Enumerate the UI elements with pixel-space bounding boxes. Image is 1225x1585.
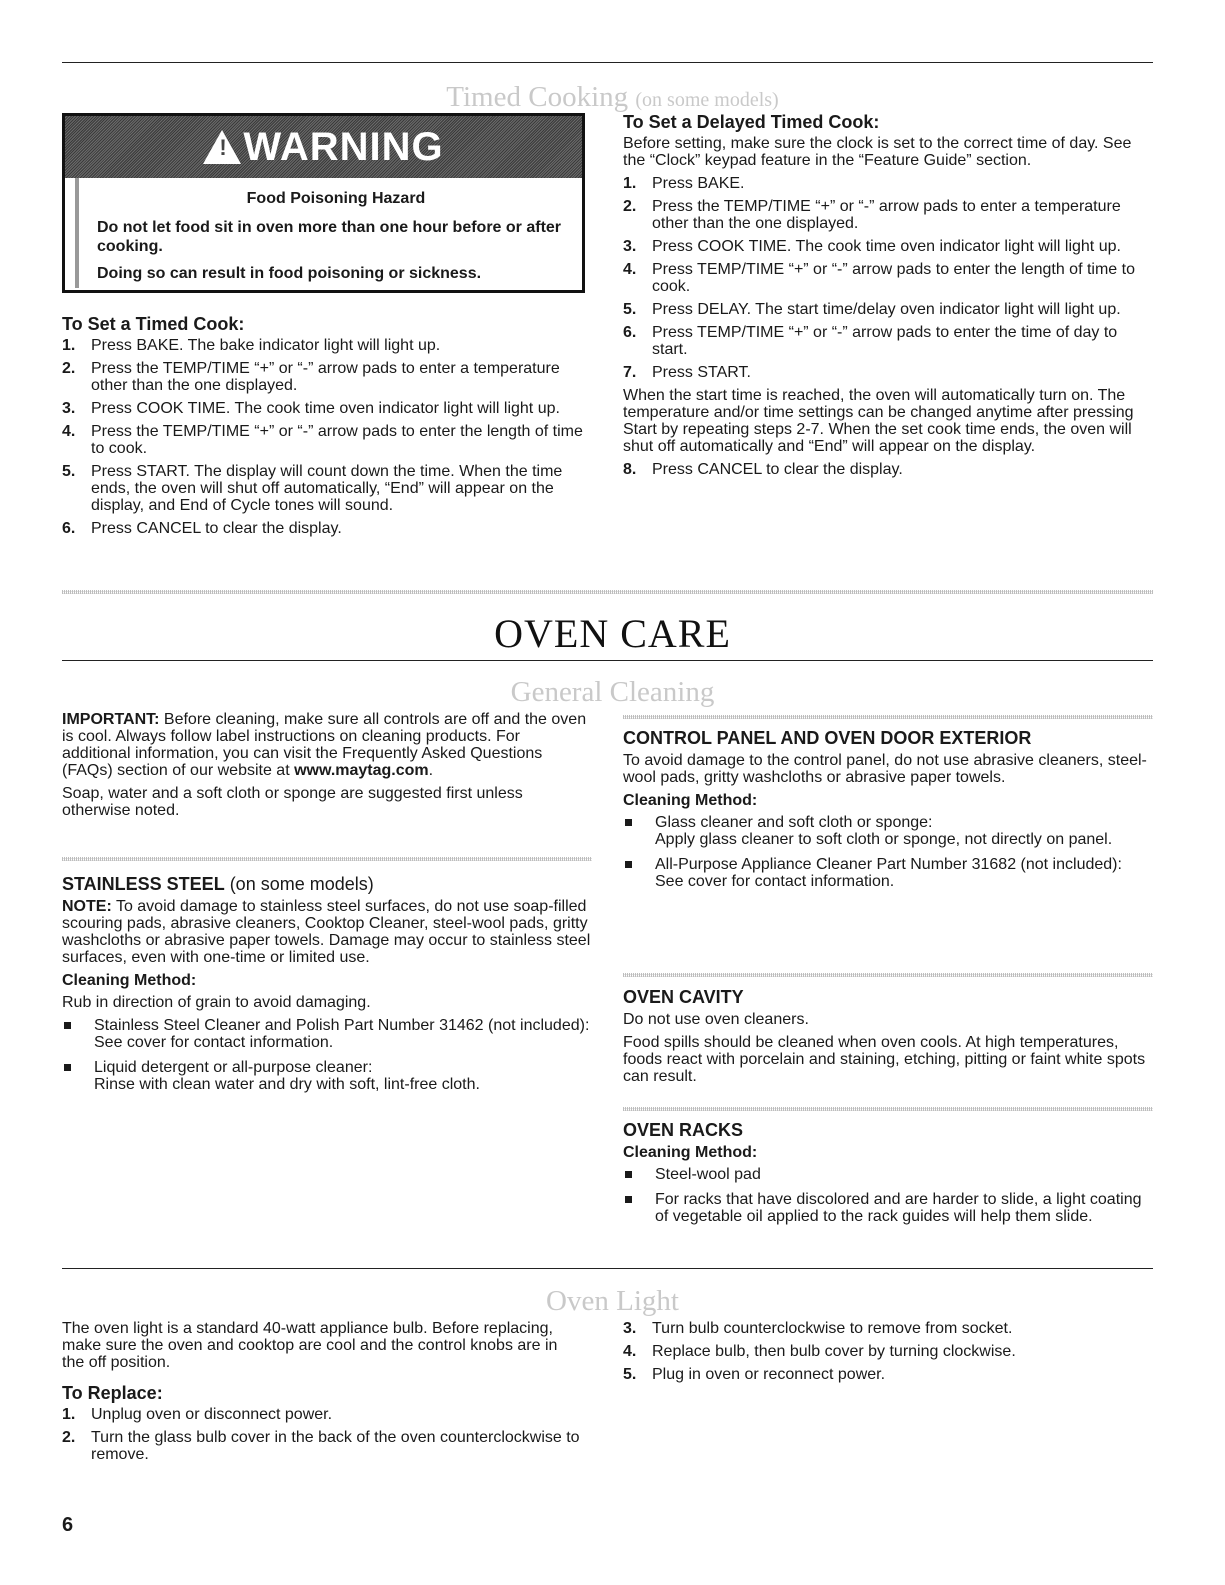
delayed-cook-section [623, 114, 1153, 484]
warning-header [65, 116, 582, 178]
list-item: All-Purpose Appliance Cleaner Part Number 31682 (not included): See cover for contact information. [623, 856, 1153, 890]
control-panel-divider [623, 715, 1153, 719]
warning-line-2: Doing so can result in food poisoning or sickness. [97, 265, 482, 282]
delayed-cook-heading: To Set a Delayed Timed Cook: [623, 112, 880, 132]
delayed-cook-step-8 [623, 461, 1153, 478]
control-panel-bullets [623, 814, 1153, 890]
oven-light-title: Oven Light [546, 1285, 679, 1317]
oven-cavity-section [623, 989, 1153, 1091]
bullet-square-icon [64, 1022, 71, 1029]
top-rule [62, 62, 1153, 63]
oven-light-right [623, 1320, 1153, 1389]
general-cleaning-title: General Cleaning [510, 676, 715, 708]
warning-line-1: Do not let food sit in oven more than one hour before or after cooking. [97, 219, 562, 255]
to-replace-heading: To Replace: [62, 1383, 163, 1403]
important-paragraph: IMPORTANT: Before cleaning, make sure all controls are off and the oven is cool. Always follow label instructions on cleaning products. For additional information, you can visit the Frequently Asked Questions (FAQs) section of our website at www.maytag.com. [62, 711, 587, 779]
oven-cavity-divider [623, 973, 1153, 977]
list-item: 5. Press DELAY. The start time/delay oven indicator light will light up. [623, 301, 1121, 318]
list-item: 4. Press TEMP/TIME “+” or “-” arrow pads to enter the length of time to cook. [623, 261, 1135, 295]
oven-light-steps-left [62, 1406, 582, 1463]
timed-cook-steps [62, 337, 592, 537]
control-panel-method-label: Cleaning Method: [623, 792, 758, 809]
bullet-square-icon [64, 1064, 71, 1071]
list-item: 6. Press TEMP/TIME “+” or “-” arrow pads to enter the time of day to start. [623, 324, 1118, 358]
page-number: 6 [62, 1514, 74, 1536]
bullet-square-icon [625, 819, 632, 826]
delayed-cook-note: When the start time is reached, the oven will automatically turn on. The temperature and/or time settings can be changed anytime after pressing Start by repeating steps 2-7. When the set cook time ends, the oven will shut off automatically and “End” will appear on the display. [623, 387, 1134, 455]
stainless-note: NOTE: To avoid damage to stainless steel surfaces, do not use soap-filled scouring pads, abrasive cleaners, Cooktop Cleaner, steel-wool pads, gritty washcloths or abrasive paper towels. Damage may occur to stainless steel surfaces, even with one-time or limited use. [62, 898, 591, 966]
list-item: 2. Turn the glass bulb cover in the back of the oven counterclockwise to remove. [62, 1429, 580, 1463]
timed-cooking-title-text: Timed Cooking [446, 81, 629, 113]
oven-care-title: OVEN CARE [494, 611, 731, 656]
timed-cooking-title [0, 82, 1225, 115]
general-cleaning-left [62, 711, 592, 825]
list-item: 1. Press BAKE. The bake indicator light will light up. [62, 337, 441, 354]
list-item: 4. Press the TEMP/TIME “+” or “-” arrow pads to enter the length of time to cook. [62, 423, 583, 457]
timed-cook-section [62, 316, 592, 543]
oven-light-steps-right [623, 1320, 1153, 1383]
list-item: 5. Press START. The display will count down the time. When the time ends, the oven will shut off automatically, “End” will appear on the display, and End of Cycle tones will sound. [62, 463, 563, 514]
list-item: 3. Turn bulb counterclockwise to remove from socket. [623, 1320, 1013, 1337]
timed-cook-heading: To Set a Timed Cook: [62, 314, 245, 334]
stainless-steel-heading: STAINLESS STEEL (on some models) [62, 874, 374, 894]
list-item: 6. Press CANCEL to clear the display. [62, 520, 342, 537]
list-item: Glass cleaner and soft cloth or sponge: Apply glass cleaner to soft cloth or sponge, not directly on panel. [623, 814, 1153, 848]
stainless-method-intro: Rub in direction of grain to avoid damaging. [62, 994, 371, 1011]
control-panel-heading: CONTROL PANEL AND OVEN DOOR EXTERIOR [623, 728, 1032, 748]
list-item: 3. Press COOK TIME. The cook time oven indicator light will light up. [62, 400, 560, 417]
oven-racks-heading: OVEN RACKS [623, 1120, 744, 1140]
warning-hazard: Food Poisoning Hazard [246, 190, 426, 207]
stainless-method-label: Cleaning Method: [62, 972, 197, 989]
section-divider [62, 590, 1153, 594]
oven-racks-divider [623, 1107, 1153, 1111]
oven-cavity-text-1: Do not use oven cleaners. [623, 1011, 809, 1028]
bullet-square-icon [625, 861, 632, 868]
list-item: 3. Press COOK TIME. The cook time oven indicator light will light up. [623, 238, 1121, 255]
oven-cavity-text-2: Food spills should be cleaned when oven cools. At high temperatures, foods react with porcelain and staining, etching, pitting or faint white spots can result. [623, 1034, 1146, 1085]
stainless-divider [62, 857, 592, 861]
timed-cooking-title-suffix: (on some models) [635, 89, 779, 111]
list-item: 5. Plug in oven or reconnect power. [623, 1366, 886, 1383]
list-item: Stainless Steel Cleaner and Polish Part Number 31462 (not included): See cover for contact information. [62, 1017, 592, 1051]
bullet-square-icon [625, 1196, 632, 1203]
oven-racks-section [623, 1122, 1153, 1233]
list-item: 2. Press the TEMP/TIME “+” or “-” arrow pads to enter a temperature other than the one displayed. [623, 198, 1121, 232]
oven-racks-bullets [623, 1166, 1153, 1225]
delayed-cook-steps [623, 175, 1153, 381]
warning-label: WARNING [243, 124, 444, 169]
list-item: Steel-wool pad [623, 1166, 1153, 1183]
bullet-square-icon [625, 1171, 632, 1178]
list-item: 2. Press the TEMP/TIME “+” or “-” arrow pads to enter a temperature other than the one displayed. [62, 360, 560, 394]
warning-body [75, 178, 575, 288]
warning-box [62, 113, 585, 293]
control-panel-section [623, 730, 1153, 898]
oven-light-left [62, 1320, 582, 1469]
list-item: Liquid detergent or all-purpose cleaner: Rinse with clean water and dry with soft, lint-free cloth. [62, 1059, 592, 1093]
delayed-cook-intro: Before setting, make sure the clock is set to the correct time of day. See the “Clock” keypad feature in the “Feature Guide” section. [623, 135, 1132, 169]
oven-cavity-heading: OVEN CAVITY [623, 987, 744, 1007]
list-item: 7. Press START. [623, 364, 751, 381]
oven-light-rule [62, 1268, 1153, 1269]
website-link[interactable]: www.maytag.com [294, 762, 429, 779]
control-panel-text: To avoid damage to the control panel, do not use abrasive cleaners, steel-wool pads, gritty washcloths or abrasive paper towels. [623, 752, 1147, 786]
stainless-steel-section [62, 876, 592, 1101]
list-item: For racks that have discolored and are harder to slide, a light coating of vegetable oil applied to the rack guides will help them slide. [623, 1191, 1153, 1225]
oven-care-rule [62, 660, 1153, 661]
soap-paragraph: Soap, water and a soft cloth or sponge are suggested first unless otherwise noted. [62, 785, 523, 819]
list-item: 8. Press CANCEL to clear the display. [623, 461, 903, 478]
stainless-bullets [62, 1017, 592, 1093]
list-item: 1. Press BAKE. [623, 175, 745, 192]
list-item: 4. Replace bulb, then bulb cover by turning clockwise. [623, 1343, 1016, 1360]
oven-light-intro: The oven light is a standard 40-watt appliance bulb. Before replacing, make sure the oven and cooktop are cool and the control knobs are in the off position. [62, 1320, 558, 1371]
list-item: 1. Unplug oven or disconnect power. [62, 1406, 333, 1423]
warning-triangle-icon: ! [203, 130, 241, 164]
oven-racks-method-label: Cleaning Method: [623, 1144, 758, 1161]
